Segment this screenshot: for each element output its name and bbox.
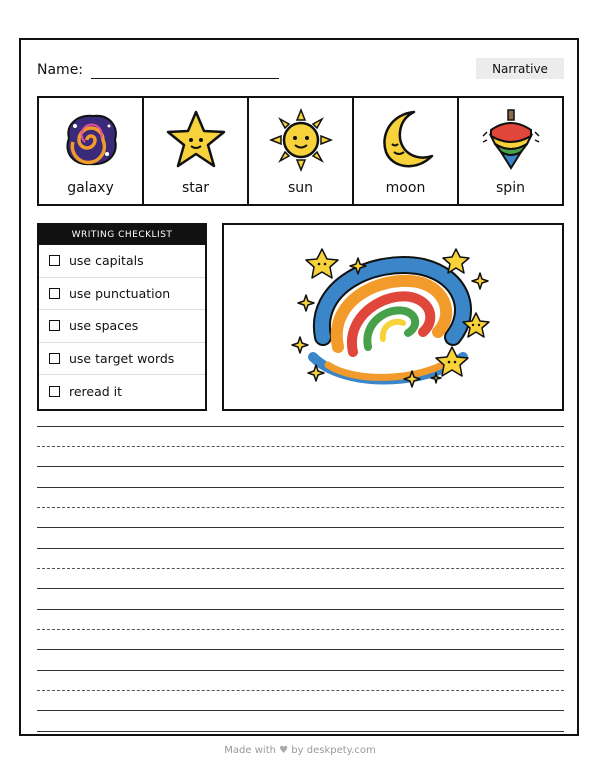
checkbox[interactable]: [49, 386, 60, 397]
checklist-item[interactable]: [39, 343, 205, 376]
galaxy-icon: [59, 108, 123, 172]
checklist-item-label: use target words: [69, 351, 175, 367]
writing-line-top: [37, 426, 564, 427]
picture-panel: [222, 223, 564, 411]
checkbox[interactable]: [49, 255, 60, 266]
writing-line-mid: [37, 568, 564, 569]
word-card-spin: [459, 98, 562, 204]
checklist-item-label: reread it: [69, 384, 123, 400]
writing-line-top: [37, 670, 564, 671]
checklist-item-label: use punctuation: [69, 285, 171, 301]
writing-line-top: [37, 487, 564, 488]
writing-line-base: [37, 649, 564, 650]
checklist-item[interactable]: [39, 278, 205, 311]
word-label: sun: [287, 180, 314, 196]
galaxy-illustration: [224, 225, 562, 409]
moon-icon: [374, 108, 438, 172]
writing-line-base: [37, 588, 564, 589]
word-bank: [37, 96, 564, 206]
checkbox[interactable]: [49, 353, 60, 364]
star-icon: [164, 108, 228, 172]
footer-made-with: Made with: [224, 745, 276, 756]
checkbox[interactable]: [49, 320, 60, 331]
name-input-line[interactable]: [91, 78, 279, 79]
heart-icon: ♥: [279, 745, 289, 756]
writing-line-base: [37, 466, 564, 467]
writing-line-base: [37, 527, 564, 528]
writing-line-base: [37, 710, 564, 711]
genre-tag: Narrative: [476, 58, 564, 79]
writing-line-top: [37, 548, 564, 549]
writing-line-mid: [37, 690, 564, 691]
word-label: spin: [496, 180, 525, 196]
checklist-item[interactable]: [39, 310, 205, 343]
writing-line-mid: [37, 507, 564, 508]
checklist-item-label: use capitals: [69, 253, 144, 269]
word-label: galaxy: [67, 180, 114, 196]
checkbox[interactable]: [49, 288, 60, 299]
word-card-galaxy: [39, 98, 144, 204]
name-label: Name:: [37, 62, 84, 78]
word-label: star: [181, 180, 210, 196]
writing-line-mid: [37, 446, 564, 447]
writing-line-mid: [37, 629, 564, 630]
checklist-item[interactable]: [39, 375, 205, 408]
spinning-top-icon: [479, 108, 543, 172]
word-card-moon: [354, 98, 459, 204]
checklist-item-label: use spaces: [69, 318, 139, 334]
word-card-star: [144, 98, 249, 204]
writing-line-top: [37, 731, 564, 732]
sun-icon: [269, 108, 333, 172]
worksheet: [19, 38, 579, 736]
writing-line-top: [37, 609, 564, 610]
word-card-sun: [249, 98, 354, 204]
footer: [0, 745, 600, 756]
writing-checklist: [37, 223, 207, 411]
checklist-item[interactable]: [39, 245, 205, 278]
word-label: moon: [385, 180, 426, 196]
checklist-title: WRITING CHECKLIST: [39, 225, 205, 245]
footer-credit[interactable]: by deskpety.com: [291, 745, 376, 756]
